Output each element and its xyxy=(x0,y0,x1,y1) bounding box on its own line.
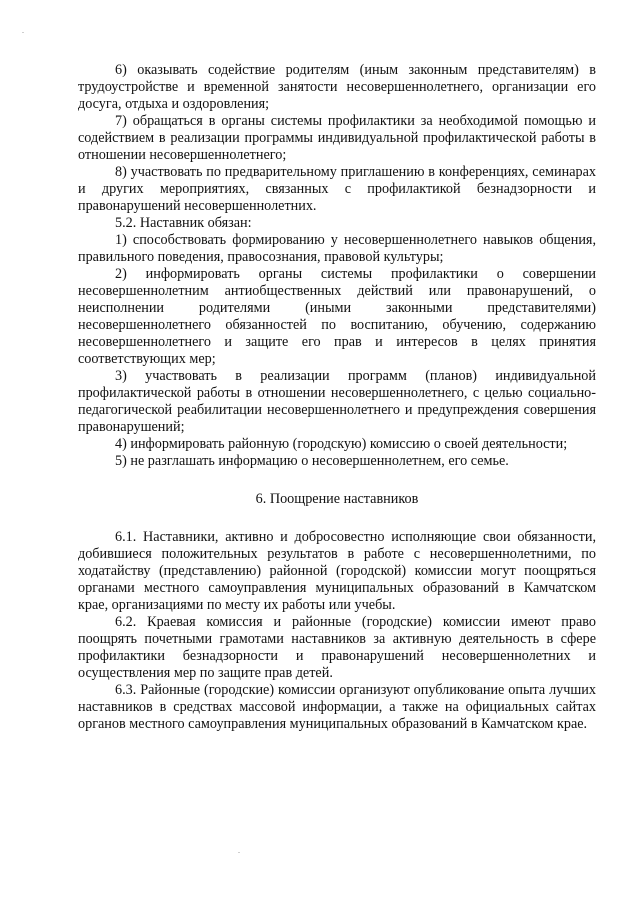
paragraph-item-8: 8) участвовать по предварительному приглашению в конференциях, семинарах и других мероприятиях, связанных с профилактикой безнадзорности и правонарушений несовершеннолетних. xyxy=(78,164,596,214)
paragraph-duty-5: 5) не разглашать информацию о несовершеннолетнем, его семье. xyxy=(115,453,509,469)
paragraph-duty-2: 2) информировать органы системы профилактики о совершении несовершеннолетним антиобщественных действий или правонарушений, о неисполнении родителями (иными законными представителями) несовершеннолетнего обязанностей по воспитанию, обучению, содержанию несовершеннолетнего и защите его прав и интересов в целях принятия соответствующих мер; xyxy=(78,266,596,367)
paragraph-item-7: 7) обращаться в органы системы профилактики за необходимой помощью и содействием в реализации программы индивидуальной профилактической работы в отношении несовершеннолетнего; xyxy=(78,113,596,163)
section-heading: 6. Поощрение наставников xyxy=(255,491,419,507)
paragraph-duty-1: 1) способствовать формированию у несовершеннолетнего навыков общения, правильного поведения, правосознания, правовой культуры; xyxy=(78,232,596,265)
document-body xyxy=(78,62,596,733)
paragraph-item-6: 6) оказывать содействие родителям (иным законным представителям) в трудоустройстве и временной занятости несовершеннолетнего, организации его досуга, отдыха и оздоровления; xyxy=(78,62,596,112)
paragraph-clause-6-3: 6.3. Районные (городские) комиссии организуют опубликование опыта лучших наставников в средствах массовой информации, а также на официальных сайтах органов местного самоуправления муниципальных образований в Камчатском крае. xyxy=(78,682,596,732)
paragraph-clause-6-2: 6.2. Краевая комиссия и районные (городские) комиссии имеют право поощрять почетными грамотами наставников за активную деятельность в сфере профилактики безнадзорности и правонарушений несовершеннолетних и осуществления мер по защите прав детей. xyxy=(78,614,596,681)
scan-speck xyxy=(22,32,24,33)
paragraph-duty-4: 4) информировать районную (городскую) комиссию о своей деятельности; xyxy=(115,436,568,452)
paragraph-duty-3: 3) участвовать в реализации программ (планов) индивидуальной профилактической работы в отношении несовершеннолетнего, с целью социально-педагогической реабилитации несовершеннолетнего и предупреждения совершения правонарушений; xyxy=(78,368,596,435)
paragraph-clause-6-1: 6.1. Наставники, активно и добросовестно исполняющие свои обязанности, добившиеся положительных результатов в работе с несовершеннолетними, по ходатайству (представлению) районной (городской) комиссии могут поощряться органами местного самоуправления муниципальных образований в Камчатском крае, организациями по месту их работы или учебы. xyxy=(78,529,596,613)
paragraph-clause-5-2: 5.2. Наставник обязан: xyxy=(115,215,252,231)
scan-speck xyxy=(238,852,240,853)
